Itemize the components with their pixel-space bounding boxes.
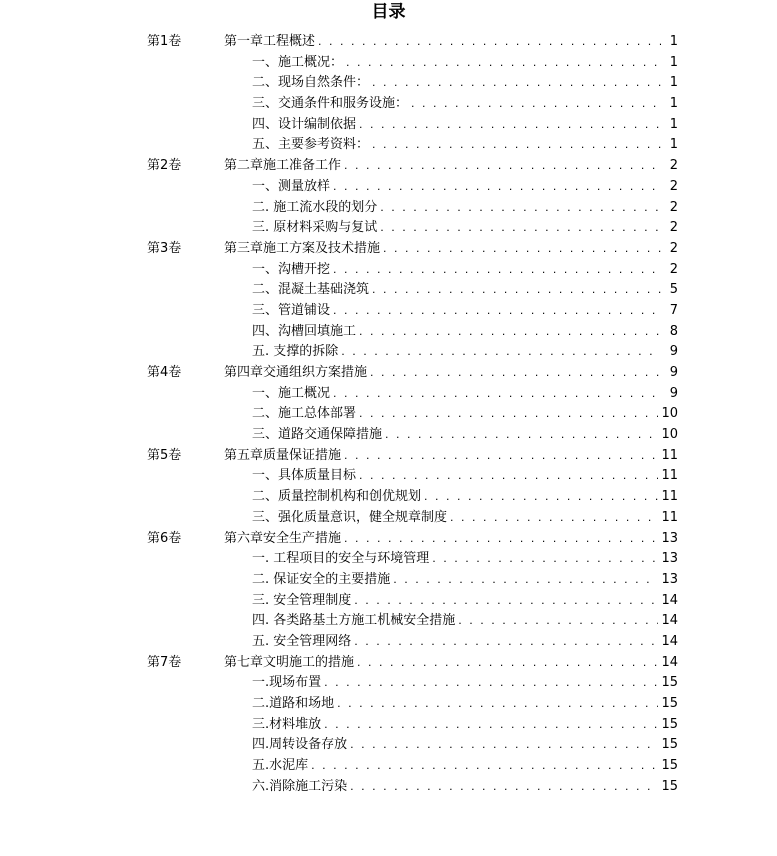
toc-entry[interactable] — [252, 715, 678, 736]
toc-page-number: 2 — [669, 199, 678, 215]
toc-page-number: 2 — [669, 178, 678, 194]
dot-leader — [344, 156, 661, 177]
toc-section-row[interactable] — [0, 425, 777, 446]
toc-entry[interactable] — [252, 777, 678, 798]
toc-page-number: 2 — [669, 220, 678, 236]
toc-chapter-row[interactable] — [0, 156, 777, 177]
toc-page-number: 14 — [661, 654, 678, 670]
toc-page-number: 9 — [669, 344, 678, 360]
dot-leader — [383, 239, 661, 260]
toc-entry[interactable] — [252, 384, 678, 405]
dot-leader — [458, 611, 658, 632]
toc-page-number: 10 — [661, 406, 678, 422]
toc-entry[interactable] — [252, 301, 678, 322]
toc-section-row[interactable] — [0, 673, 777, 694]
toc-entry[interactable] — [252, 756, 678, 777]
toc-entry-title[interactable]: 三、管道铺设 — [252, 301, 333, 322]
toc-entry[interactable] — [252, 694, 678, 715]
toc-entry-title[interactable]: 第六章安全生产措施 — [224, 529, 344, 550]
toc-entry-title[interactable]: 第五章质量保证措施 — [224, 446, 344, 467]
toc-page-number: 15 — [661, 696, 678, 711]
dot-leader — [359, 115, 661, 136]
dot-leader — [354, 632, 658, 653]
toc-chapter-row[interactable] — [0, 446, 777, 467]
toc-page-number: 13 — [661, 571, 678, 587]
dot-leader — [357, 653, 658, 674]
toc-entry[interactable] — [224, 653, 678, 674]
toc-entry-title[interactable]: 一、具体质量目标 — [252, 466, 359, 487]
toc-page-number: 15 — [661, 778, 678, 794]
toc-entry[interactable] — [252, 466, 678, 487]
dot-leader — [333, 301, 661, 322]
toc-section-row[interactable] — [0, 73, 777, 94]
toc-entry-title[interactable]: 五、主要参考资料： — [252, 135, 372, 156]
toc-section-row[interactable] — [0, 53, 777, 74]
toc-section-row[interactable] — [0, 632, 777, 653]
toc-chapter-row[interactable] — [0, 653, 777, 674]
toc-entry-title[interactable]: 三、交通条件和服务设施： — [252, 94, 411, 115]
toc-page-number: 9 — [669, 385, 678, 401]
toc-page-number: 13 — [661, 551, 678, 567]
toc-entry-title[interactable]: 四.周转设备存放 — [252, 735, 350, 756]
toc-entry-title[interactable]: 三. 安全管理制度 — [252, 591, 354, 612]
toc-section-row[interactable] — [0, 384, 777, 405]
dot-leader — [341, 342, 661, 363]
toc-entry[interactable] — [252, 322, 678, 343]
toc-entry-title[interactable]: 六.消除施工污染 — [252, 777, 350, 798]
dot-leader — [411, 94, 661, 115]
toc-volume-label: 第6卷 — [147, 530, 182, 546]
toc-section-row[interactable] — [0, 177, 777, 198]
toc-page-number: 2 — [669, 158, 678, 174]
dot-leader — [380, 198, 661, 219]
toc-entry[interactable] — [252, 404, 678, 425]
toc-entry-title[interactable]: 二.道路和场地 — [252, 694, 337, 715]
dot-leader — [333, 177, 661, 198]
dot-leader — [359, 322, 661, 343]
dot-leader — [432, 549, 658, 570]
toc-entry-title[interactable]: 五.水泥库 — [252, 756, 311, 777]
toc-entry[interactable] — [252, 735, 678, 756]
toc-chapter-row[interactable] — [0, 363, 777, 384]
toc-volume-label: 第2卷 — [147, 158, 182, 174]
toc-entry-title[interactable]: 三、强化质量意识，健全规章制度 — [252, 508, 450, 529]
toc-page-number: 5 — [669, 282, 678, 298]
toc-entry[interactable] — [224, 446, 678, 467]
toc-page-number: 8 — [669, 323, 678, 339]
dot-leader — [346, 53, 661, 74]
toc-entry-title[interactable]: 第四章交通组织方案措施 — [224, 363, 370, 384]
toc-entry[interactable] — [224, 156, 678, 177]
toc-entry[interactable] — [252, 591, 678, 612]
table-of-contents — [0, 32, 777, 797]
toc-section-row[interactable] — [0, 466, 777, 487]
toc-entry-title[interactable]: 四、沟槽回填施工 — [252, 322, 359, 343]
toc-entry-title[interactable]: 三. 原材料采购与复试 — [252, 218, 380, 239]
dot-leader — [370, 363, 661, 384]
toc-entry-title[interactable]: 第二章施工准备工作 — [224, 156, 344, 177]
toc-section-row[interactable] — [0, 322, 777, 343]
toc-entry[interactable] — [252, 673, 678, 694]
toc-entry-title[interactable]: 二. 施工流水段的划分 — [252, 198, 380, 219]
toc-section-row[interactable] — [0, 570, 777, 591]
toc-entry[interactable] — [224, 32, 678, 53]
toc-entry[interactable] — [224, 363, 678, 384]
dot-leader — [424, 487, 658, 508]
toc-entry[interactable] — [252, 280, 678, 301]
toc-page-number: 9 — [669, 365, 678, 380]
toc-entry[interactable] — [224, 239, 678, 260]
toc-entry-title[interactable]: 一、沟槽开挖 — [252, 260, 333, 281]
toc-entry-title[interactable]: 三、道路交通保障措施 — [252, 425, 385, 446]
toc-volume-label: 第3卷 — [147, 240, 182, 256]
toc-page-number: 10 — [661, 427, 678, 443]
dot-leader — [344, 529, 658, 550]
toc-entry[interactable] — [252, 611, 678, 632]
toc-entry[interactable] — [252, 260, 678, 281]
dot-leader — [372, 280, 661, 301]
toc-page-number: 15 — [661, 675, 678, 691]
toc-section-row[interactable] — [0, 611, 777, 632]
toc-section-row[interactable] — [0, 756, 777, 777]
toc-volume-label: 第1卷 — [147, 34, 182, 49]
toc-entry[interactable] — [252, 115, 678, 136]
toc-entry[interactable] — [252, 218, 678, 239]
toc-entry-title[interactable]: 一、施工概况： — [252, 53, 346, 74]
toc-section-row[interactable] — [0, 280, 777, 301]
toc-section-row[interactable] — [0, 549, 777, 570]
toc-section-row[interactable] — [0, 301, 777, 322]
toc-section-row[interactable] — [0, 735, 777, 756]
toc-section-row[interactable] — [0, 94, 777, 115]
toc-page-number: 1 — [669, 75, 678, 91]
toc-page-number: 11 — [661, 509, 678, 525]
dot-leader — [318, 32, 661, 53]
toc-chapter-row[interactable] — [0, 239, 777, 260]
toc-volume-label: 第5卷 — [147, 447, 182, 463]
dot-leader — [359, 404, 658, 425]
toc-entry-title[interactable]: 三.材料堆放 — [252, 715, 324, 736]
dot-leader — [350, 777, 658, 798]
dot-leader — [450, 508, 658, 529]
toc-section-row[interactable] — [0, 591, 777, 612]
toc-section-row[interactable] — [0, 198, 777, 219]
toc-section-row[interactable] — [0, 342, 777, 363]
toc-entry-title[interactable]: 一、测量放样 — [252, 177, 333, 198]
toc-volume-label: 第4卷 — [147, 365, 182, 380]
toc-entry-title[interactable]: 一. 工程项目的安全与环境管理 — [252, 549, 432, 570]
toc-entry-title[interactable]: 第七章文明施工的措施 — [224, 653, 357, 674]
toc-entry[interactable] — [252, 425, 678, 446]
toc-entry[interactable] — [224, 529, 678, 550]
toc-page-number: 15 — [661, 758, 678, 774]
dot-leader — [380, 218, 661, 239]
toc-page-number: 15 — [661, 716, 678, 732]
toc-page-number: 14 — [661, 592, 678, 608]
dot-leader — [372, 73, 661, 94]
dot-leader — [372, 135, 661, 156]
toc-entry[interactable] — [252, 508, 678, 529]
toc-page-number: 1 — [669, 137, 678, 153]
toc-entry[interactable] — [252, 487, 678, 508]
toc-entry-title[interactable]: 第一章工程概述 — [224, 32, 318, 53]
toc-entry[interactable] — [252, 342, 678, 363]
toc-page-number: 7 — [669, 302, 678, 318]
toc-entry-title[interactable]: 第三章施工方案及技术措施 — [224, 239, 383, 260]
toc-page-number: 14 — [661, 633, 678, 649]
dot-leader — [337, 694, 658, 715]
toc-entry-title[interactable]: 四. 各类路基土方施工机械安全措施 — [252, 611, 458, 632]
toc-entry[interactable] — [252, 632, 678, 653]
dot-leader — [393, 570, 658, 591]
toc-page-number: 1 — [669, 96, 678, 112]
toc-entry[interactable] — [252, 135, 678, 156]
toc-entry-title[interactable]: 五. 支撑的拆除 — [252, 342, 341, 363]
dot-leader — [333, 260, 661, 281]
toc-entry[interactable] — [252, 73, 678, 94]
toc-page-number: 15 — [661, 737, 678, 753]
toc-volume-label: 第7卷 — [147, 654, 182, 670]
dot-leader — [385, 425, 658, 446]
toc-page-number: 1 — [669, 34, 678, 49]
toc-entry[interactable] — [252, 549, 678, 570]
toc-entry-title[interactable]: 一、施工概况 — [252, 384, 333, 405]
toc-section-row[interactable] — [0, 404, 777, 425]
toc-chapter-row[interactable] — [0, 529, 777, 550]
toc-entry-title[interactable]: 二、质量控制机构和创优规划 — [252, 487, 424, 508]
dot-leader — [311, 756, 658, 777]
toc-chapter-row[interactable] — [0, 32, 777, 53]
toc-section-row[interactable] — [0, 218, 777, 239]
toc-entry-title[interactable]: 二、现场自然条件： — [252, 73, 372, 94]
toc-section-row[interactable] — [0, 260, 777, 281]
toc-section-row[interactable] — [0, 715, 777, 736]
dot-leader — [354, 591, 658, 612]
toc-entry-title[interactable]: 二、混凝土基础浇筑 — [252, 280, 372, 301]
toc-page-number: 13 — [661, 530, 678, 546]
toc-section-row[interactable] — [0, 508, 777, 529]
toc-page-number: 14 — [661, 613, 678, 629]
toc-entry[interactable] — [252, 198, 678, 219]
toc-page-number: 1 — [669, 54, 678, 70]
toc-section-row[interactable] — [0, 777, 777, 798]
dot-leader — [324, 673, 658, 694]
toc-page-number: 2 — [669, 261, 678, 277]
toc-entry[interactable] — [252, 570, 678, 591]
toc-entry-title[interactable]: 五. 安全管理网络 — [252, 632, 354, 653]
toc-page-number: 2 — [669, 240, 678, 256]
toc-section-row[interactable] — [0, 694, 777, 715]
page-title: 目录 — [371, 2, 406, 22]
dot-leader — [359, 466, 658, 487]
dot-leader — [333, 384, 661, 405]
toc-entry[interactable] — [252, 94, 678, 115]
toc-page-number: 1 — [669, 116, 678, 132]
toc-page-number: 11 — [661, 447, 678, 463]
toc-entry-title[interactable]: 一.现场布置 — [252, 673, 324, 694]
dot-leader — [324, 715, 658, 736]
toc-entry[interactable] — [252, 177, 678, 198]
toc-entry[interactable] — [252, 53, 678, 74]
toc-section-row[interactable] — [0, 135, 777, 156]
toc-entry-title[interactable]: 二. 保证安全的主要措施 — [252, 570, 393, 591]
toc-entry-title[interactable]: 二、施工总体部署 — [252, 404, 359, 425]
toc-section-row[interactable] — [0, 487, 777, 508]
dot-leader — [344, 446, 658, 467]
dot-leader — [350, 735, 658, 756]
toc-page-number: 11 — [661, 489, 678, 505]
toc-page-number: 11 — [661, 468, 678, 484]
toc-entry-title[interactable]: 四、设计编制依据 — [252, 115, 359, 136]
toc-section-row[interactable] — [0, 115, 777, 136]
